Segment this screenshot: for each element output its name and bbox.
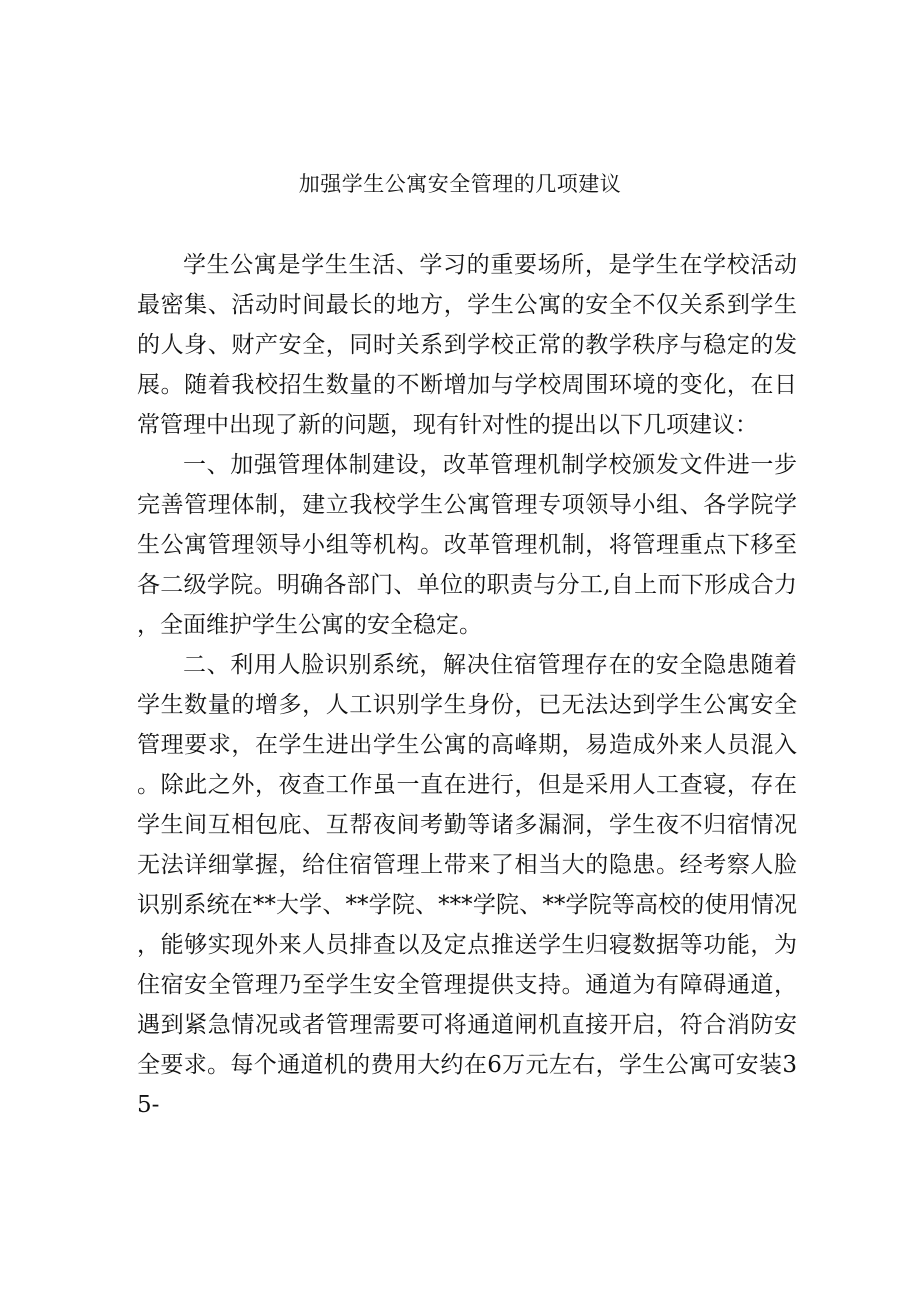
document-title: 加强学生公寓安全管理的几项建议 — [298, 172, 622, 196]
document-body — [137, 245, 797, 1125]
paragraph-suggestion-2: 二、利用人脸识别系统，解决住宿管理存在的安全隐患随着学生数量的增多，人工识别学生身份，已无法达到学生公寓安全管理要求，在学生进出学生公寓的高峰期，易造成外来人员混入。除此之外，夜查工作虽一直在进行，但是采用人工查寝，存在学生间互相包庇、互帮夜间考勤等诸多漏洞，学生夜不归宿情况无法详细掌握，给住宿管理上带来了相当大的隐患。经考察人脸识别系统在**大学、**学院、***学院、**学院等高校的使用情况，能够实现外来人员排查以及定点推送学生归寝数据等功能，为住宿安全管理乃至学生安全管理提供支持。通道为有障碍通道，遇到紧急情况或者管理需要可将通道闸机直接开启，符合消防安全要求。每个通道机的费用大约在6万元左右，学生公寓可安装35- — [137, 652, 797, 1118]
paragraph-suggestion-1: 一、加强管理体制建设，改革管理机制学校颁发文件进一步完善管理体制，建立我校学生公寓管理专项领导小组、各学院学生公寓管理领导小组等机构。改革管理机制，将管理重点下移至各二级学院。明确各部门、单位的职责与分工,自上而下形成合力，全面维护学生公寓的安全稳定。 — [137, 452, 797, 638]
paragraph-intro: 学生公寓是学生生活、学习的重要场所，是学生在学校活动最密集、活动时间最长的地方，学生公寓的安全不仅关系到学生的人身、财产安全，同时关系到学校正常的教学秩序与稳定的发展。随着我校招生数量的不断增加与学校周围环境的变化，在日常管理中出现了新的问题，现有针对性的提出以下几项建议： — [137, 252, 797, 438]
